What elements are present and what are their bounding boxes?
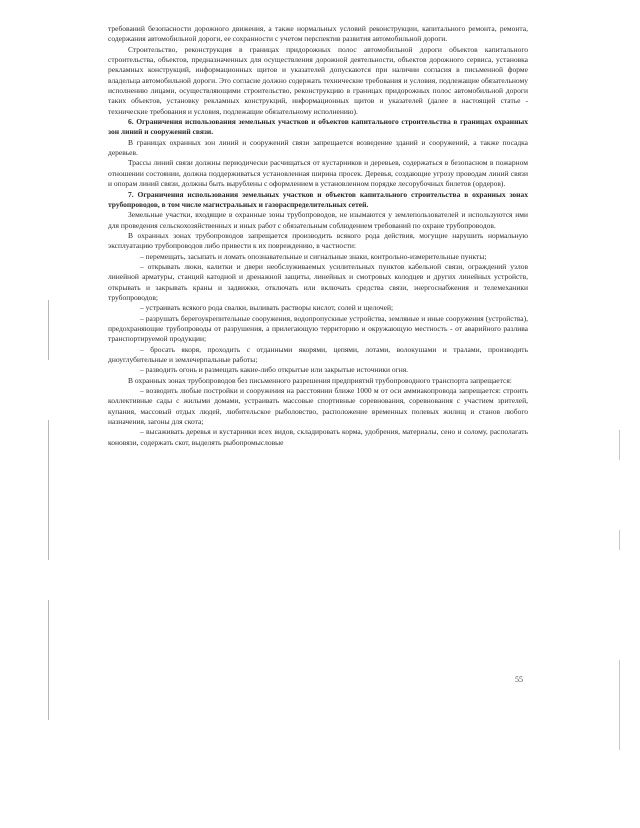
scan-edge-mark [48, 300, 49, 360]
paragraph: В охранных зонах трубопроводов запрещается производить всякого рода действия, могущие нарушить нормальную эксплуатацию трубопроводов либо привести к их повреждению, в частности: [108, 230, 528, 251]
page-number: 55 [515, 675, 523, 684]
list-item: – высаживать деревья и кустарники всех видов, складировать корма, удобрения, материалы, сено и солому, располагать коновязи, содержать скот, выделять рыбопромысловые [108, 427, 528, 447]
list-item: – разрушать берегоукрепительные сооружения, водопропускные устройства, земляные и иные сооружения (устройства), предохраняющие трубопроводы от разрушения, а прилегающую территорию и окружающую местность - от аварийного разлива транспортируемой продукции; [108, 313, 528, 344]
document-body [108, 24, 528, 448]
list-item: – устраивать всякого рода свалки, выливать растворы кислот, солей и щелочей; [140, 303, 394, 313]
scan-edge-mark [48, 420, 49, 560]
paragraph: В границах охранных зон линий и сооружений связи запрещается возведение зданий и сооружений, а также посадка деревьев. [108, 137, 528, 158]
paragraph: Земельные участки, входящие в охранные зоны трубопроводов, не изымаются у землепользователей и используются ими для проведения сельскохозяйственных и иных работ с обязательным соблюдением требований по охране трубопроводов. [108, 210, 528, 230]
paragraph: Строительство, реконструкция в границах придорожных полос автомобильной дороги объектов капитального строительства, объектов, предназначенных для осуществления дорожной деятельности, объектов дорожного сервиса, установка рекламных конструкций, информационных щитов и указателей допускаются при наличии согласия в письменной форме владельца автомобильной дороги. Это согласие должно содержать технические требования и условия, подлежащие обязательному исполнению лицами, осуществляющими строительство, реконструкцию в границах придорожных полос автомобильной дороги таких объектов, установку рекламных конструкций, информационных щитов и указателей (далее в настоящей статье - технические требования и условия, подлежащие обязательному исполнению). [108, 44, 528, 116]
scan-edge-mark [48, 600, 49, 720]
scan-edge-mark [619, 430, 620, 460]
list-item: – открывать люки, калитки и двери необслуживаемых усилительных пунктов кабельной связи, ограждений узлов линейной арматуры, станций катодной и дренажной защиты, линейных и смотровых колодцев и других линейных устройств, открывать и закрывать краны и задвижки, отключать или включать средства связи, энергоснабжения и телемеханики трубопроводов; [108, 261, 528, 302]
section-heading: 7. Ограничения использования земельных участков и объектов капитального строительства в охранных зонах трубопроводов, в том числе магистральных и газораспределительных сетей. [108, 189, 528, 209]
list-item: – возводить любые постройки и сооружения на расстоянии ближе 1000 м от оси аммиакопровода запрещается: строить коллективные сады с жилыми домами, устраивать массовые спортивные соревнования, соревнования с участием зрителей, купания, массовый отдых людей, любительское рыболовство, расположение временных полевых жилищ и станов любого назначения, загоны для скота; [108, 386, 528, 427]
scan-edge-mark [619, 530, 620, 550]
paragraph: Трассы линий связи должны периодически расчищаться от кустарников и деревьев, содержаться в безопасном в пожарном отношении состоянии, должна поддерживаться установленная ширина просек. Деревья, создающие угрозу проводам линий связи и опорам линий связи, должны быть вырублены с оформлением в установленном порядке лесорубочных билетов (ордеров). [108, 158, 528, 189]
paragraph: В охранных зонах трубопроводов без письменного разрешения предприятий трубопроводного транспорта запрещается: [128, 375, 512, 385]
list-item: – бросать якоря, проходить с отданными якорями, цепями, лотами, волокушами и тралами, производить дноуглубительные и землечерпальные работы; [108, 344, 528, 364]
paragraph: требований безопасности дорожного движения, а также нормальных условий реконструкции, капитального ремонта, ремонта, содержания автомобильной дороги, ее сохранности с учетом перспектив развития автомобильной дороги. [108, 24, 528, 44]
scan-edge-mark [619, 660, 620, 750]
section-heading: 6. Ограничения использования земельных участков и объектов капитального строительства в границах охранных зон линий и сооружений связи. [108, 117, 528, 137]
list-item: – перемещать, засыпать и ломать опознавательные и сигнальные знаки, контрольно-измерительные пункты; [140, 251, 487, 261]
list-item: – разводить огонь и размещать какие-либо открытые или закрытые источники огня. [140, 365, 409, 375]
